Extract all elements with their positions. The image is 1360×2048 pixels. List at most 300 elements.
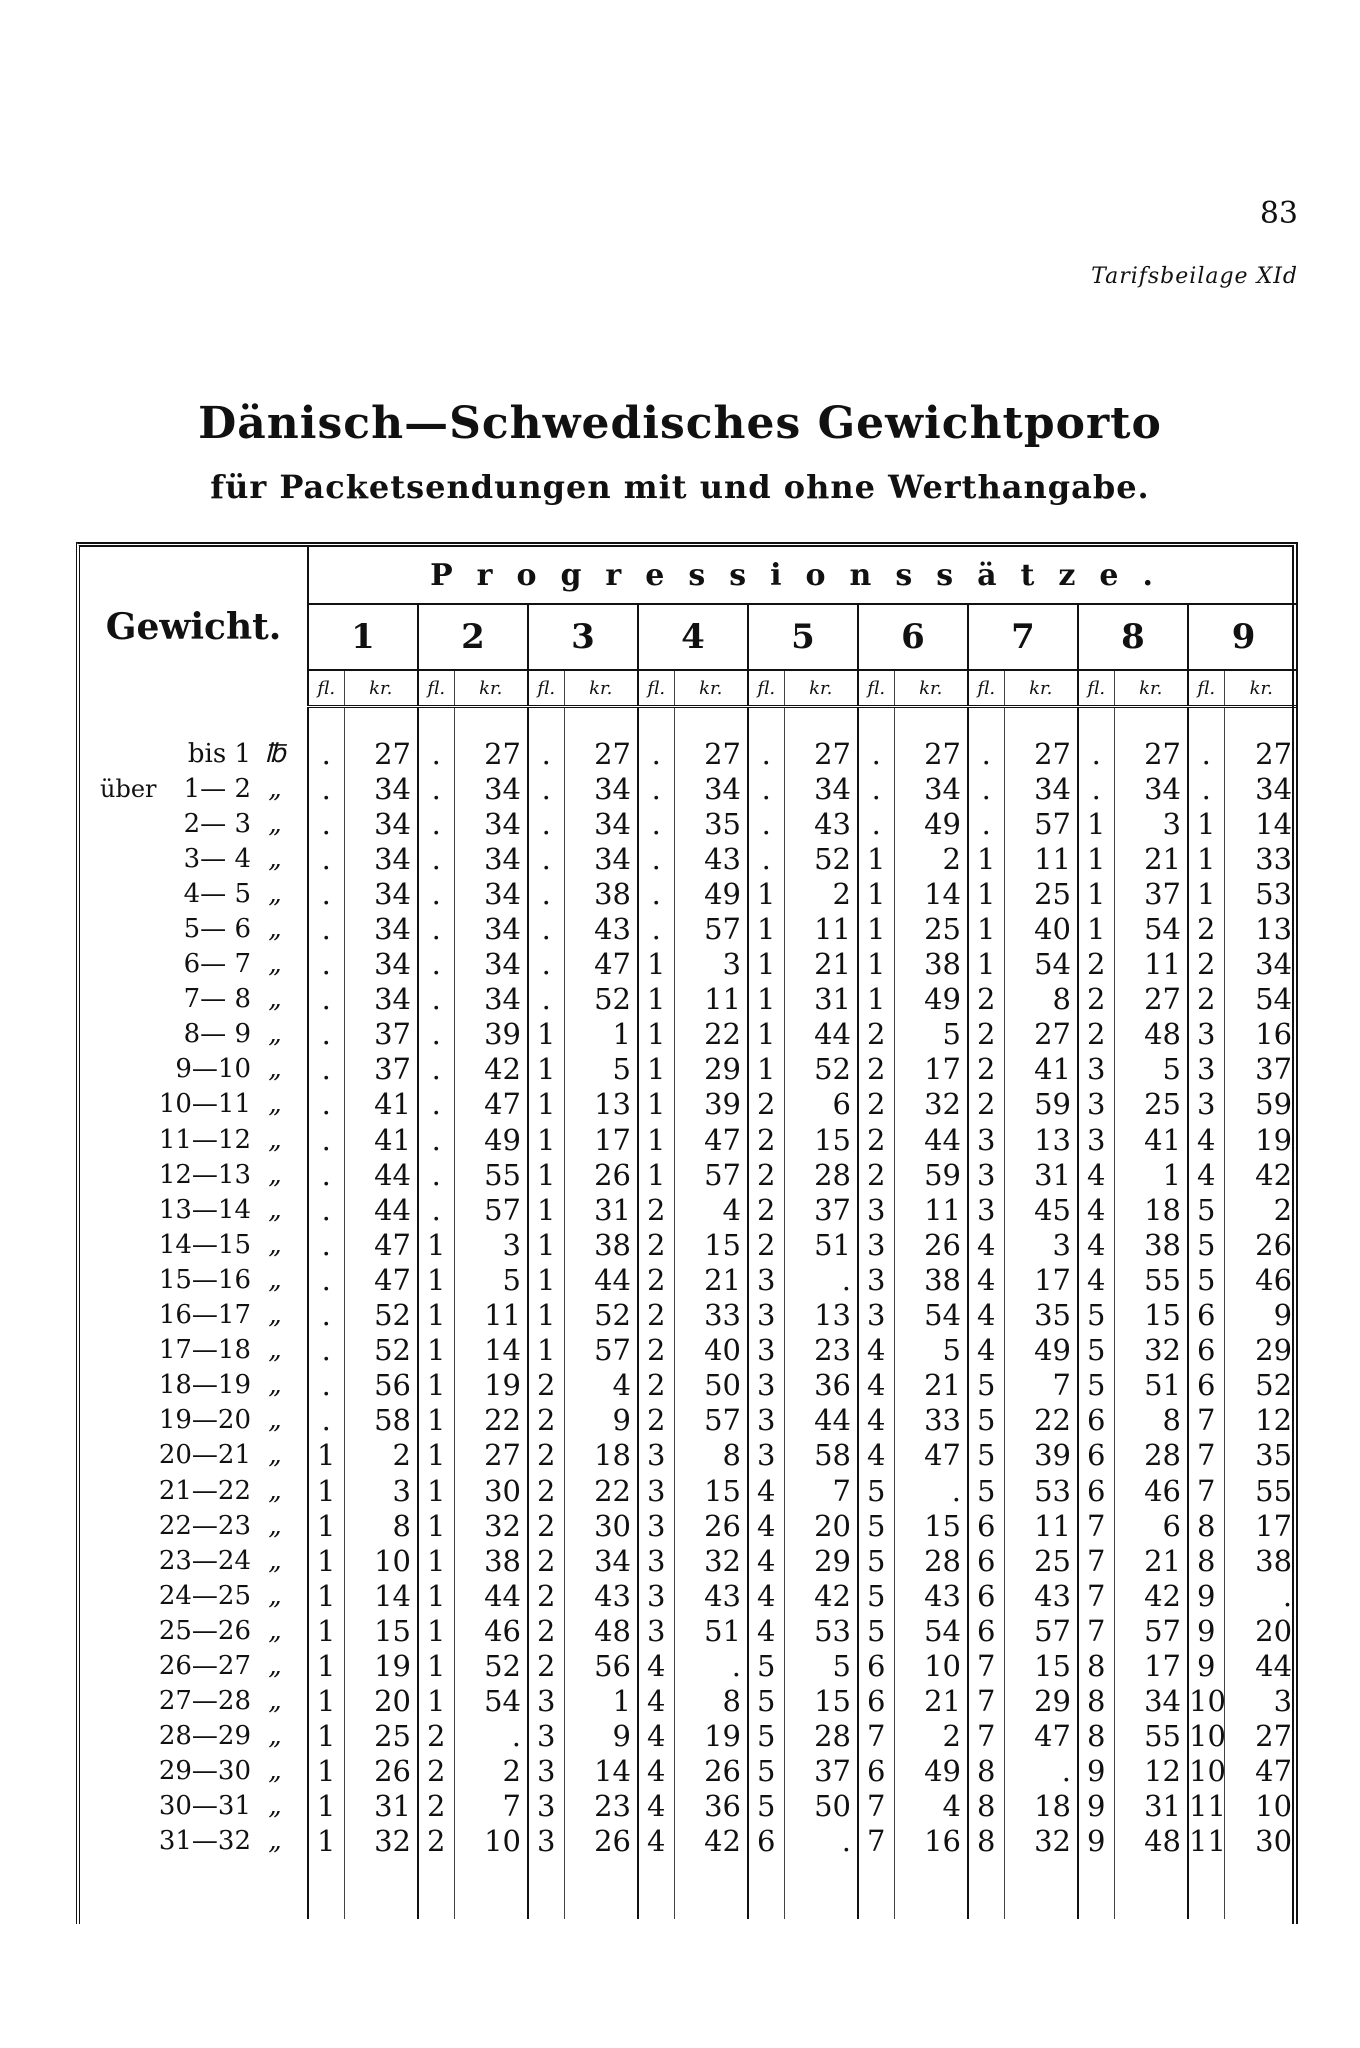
rate-fl-cell: 3: [748, 1438, 784, 1473]
rate-kr-cell: 27: [784, 736, 858, 771]
rate-fl-cell: 2: [858, 1087, 894, 1122]
rate-kr-cell: 25: [344, 1719, 418, 1754]
rate-fl-cell: 4: [638, 1648, 674, 1683]
rate-fl-cell: 3: [748, 1262, 784, 1297]
rate-kr-cell: 52: [784, 841, 858, 876]
rate-fl-cell: 2: [638, 1368, 674, 1403]
rate-kr-cell: 22: [1004, 1403, 1078, 1438]
rate-kr-cell: 34: [454, 806, 528, 841]
rate-kr-cell: 59: [1255, 1087, 1293, 1122]
rate-kr-cell: 27: [1255, 736, 1293, 771]
table-row: [80, 771, 1298, 806]
rate-kr-cell: 47: [1255, 1754, 1293, 1789]
rate-kr-cell: 6: [784, 1087, 858, 1122]
rate-fl-cell: 5: [748, 1789, 784, 1824]
rate-fl-cell: 4: [1078, 1157, 1114, 1192]
rate-kr-cell: 40: [1004, 911, 1078, 946]
rate-kr-cell: 34: [344, 841, 418, 876]
rate-kr-cell: 32: [1004, 1824, 1078, 1859]
rate-fl-cell: 3: [638, 1438, 674, 1473]
rate-fl-cell: 2: [528, 1473, 564, 1508]
rate-kr-cell: 7: [784, 1473, 858, 1508]
rate-kr-cell: 34: [454, 911, 528, 946]
rate-kr-cell: 10: [344, 1543, 418, 1578]
weight-unit: „: [268, 1826, 282, 1857]
rate-fl-cell: 2: [748, 1122, 784, 1157]
rate-kr-cell: 44: [784, 1017, 858, 1052]
rate-fl-cell: .: [308, 771, 344, 806]
rate-kr-cell: 34: [1255, 771, 1293, 806]
rate-fl-cell: 4: [858, 1333, 894, 1368]
rate-fl-cell: .: [308, 736, 344, 771]
rate-kr-cell: 37: [344, 1017, 418, 1052]
table-row: [80, 1754, 1298, 1789]
rate-kr-cell: 53: [1004, 1473, 1078, 1508]
weight-unit: „: [268, 1475, 282, 1506]
table-row: [80, 1543, 1298, 1578]
rate-kr-cell: 17: [1255, 1508, 1293, 1543]
rate-kr-cell: 42: [784, 1578, 858, 1613]
rate-fl-cell: 3: [1078, 1052, 1114, 1087]
rate-fl-cell: 6: [1078, 1473, 1114, 1508]
rate-fl-cell: .: [528, 982, 564, 1017]
rate-kr-cell: 33: [894, 1403, 968, 1438]
rate-fl-cell: 3: [748, 1298, 784, 1333]
rate-kr-cell: 51: [784, 1227, 858, 1262]
rate-kr-cell: 45: [1004, 1192, 1078, 1227]
rate-kr-cell: 48: [1114, 1017, 1188, 1052]
rate-kr-cell: 34: [344, 876, 418, 911]
rate-fl-cell: 3: [1188, 1087, 1224, 1122]
rate-fl-cell: 5: [968, 1368, 1004, 1403]
rate-fl-cell: 1: [748, 982, 784, 1017]
rate-fl-cell: .: [308, 876, 344, 911]
rate-fl-cell: 1: [638, 982, 674, 1017]
rate-kr-cell: 47: [344, 1262, 418, 1297]
rate-fl-cell: 7: [1078, 1578, 1114, 1613]
rate-kr-cell: 20: [1255, 1613, 1293, 1648]
rate-fl-cell: 6: [1078, 1403, 1114, 1438]
rate-kr-cell: 34: [1255, 947, 1293, 982]
rate-fl-cell: .: [1078, 736, 1114, 771]
rate-kr-cell: 52: [344, 1333, 418, 1368]
weight-unit: „: [268, 1370, 282, 1401]
rate-fl-cell: 2: [748, 1087, 784, 1122]
rate-fl-cell: .: [308, 1087, 344, 1122]
weight-range-cell: [80, 1157, 308, 1192]
weight-range: bis 1: [187, 738, 251, 769]
rate-fl-cell: 1: [418, 1543, 454, 1578]
rate-fl-cell: 7: [968, 1719, 1004, 1754]
weight-range-cell: [80, 771, 308, 806]
weight-range-cell: [80, 736, 308, 771]
weight-unit: „: [268, 878, 282, 909]
rate-fl-cell: 4: [748, 1508, 784, 1543]
rate-fl-cell: 2: [528, 1508, 564, 1543]
rate-fl-cell: 6: [1078, 1438, 1114, 1473]
rate-kr-cell: 1: [564, 1017, 638, 1052]
rate-fl-cell: .: [638, 841, 674, 876]
unit-kr-header: kr.: [674, 670, 748, 707]
rate-fl-cell: 7: [858, 1719, 894, 1754]
rate-fl-cell: 9: [1188, 1648, 1224, 1683]
weight-unit: „: [268, 1405, 282, 1436]
rate-kr-cell: .: [454, 1719, 528, 1754]
rate-fl-cell: 9: [1188, 1578, 1224, 1613]
weight-unit: „: [268, 1615, 282, 1646]
rate-kr-cell: 31: [1004, 1157, 1078, 1192]
rate-fl-cell: 7: [1188, 1473, 1224, 1508]
rate-fl-cell: 4: [638, 1824, 674, 1859]
rate-kr-cell: 47: [894, 1438, 968, 1473]
table-row: [80, 1368, 1298, 1403]
rate-kr-cell: 11: [1004, 1508, 1078, 1543]
rate-kr-cell: 37: [1114, 876, 1188, 911]
rate-kr-cell: 38: [1114, 1227, 1188, 1262]
weight-range: 7— 8: [183, 984, 251, 1015]
unit-fl-header: fl.: [1188, 670, 1224, 707]
rate-kr-cell: 39: [454, 1017, 528, 1052]
rate-fl-cell: 4: [1078, 1192, 1114, 1227]
rate-fl-cell: 3: [528, 1789, 564, 1824]
rate-kr-cell: 13: [564, 1087, 638, 1122]
rate-kr-cell: 39: [674, 1087, 748, 1122]
rate-fl-cell: 4: [748, 1578, 784, 1613]
rate-kr-cell: 56: [344, 1368, 418, 1403]
rate-kr-cell: 36: [784, 1368, 858, 1403]
rate-kr-cell: 46: [1114, 1473, 1188, 1508]
rate-kr-cell: 44: [784, 1403, 858, 1438]
rate-fl-cell: 1: [748, 911, 784, 946]
rate-kr-cell: 25: [1114, 1087, 1188, 1122]
rate-fl-cell: 6: [968, 1613, 1004, 1648]
rate-fl-cell: 1: [748, 947, 784, 982]
rate-fl-cell: 6: [1188, 1368, 1224, 1403]
rate-kr-cell: 48: [564, 1613, 638, 1648]
rate-fl-cell: 1: [968, 911, 1004, 946]
weight-range-cell: [80, 1262, 308, 1297]
rate-fl-cell: 2: [1078, 947, 1114, 982]
rate-kr-cell: 23: [784, 1333, 858, 1368]
weight-range: 22—23: [158, 1510, 251, 1541]
rate-fl-cell: .: [308, 1192, 344, 1227]
rate-kr-cell: 5: [564, 1052, 638, 1087]
rate-kr-cell: 57: [674, 1403, 748, 1438]
rate-fl-cell: 2: [528, 1613, 564, 1648]
rate-fl-cell: .: [968, 771, 1004, 806]
rate-kr-cell: 53: [784, 1613, 858, 1648]
rate-fl-cell: .: [528, 771, 564, 806]
rate-kr-cell: 18: [564, 1438, 638, 1473]
rate-fl-cell: 3: [968, 1157, 1004, 1192]
weight-range: 2— 3: [183, 808, 251, 839]
rate-fl-cell: 2: [1188, 982, 1224, 1017]
rate-kr-cell: 2: [894, 1719, 968, 1754]
table-row: [80, 1298, 1298, 1333]
unit-kr-header: kr.: [454, 670, 528, 707]
rate-kr-cell: 52: [1255, 1368, 1293, 1403]
rate-kr-cell: 20: [344, 1684, 418, 1719]
rate-fl-cell: .: [308, 1017, 344, 1052]
rate-fl-cell: .: [308, 1262, 344, 1297]
rate-fl-cell: 5: [858, 1508, 894, 1543]
rate-fl-cell: 3: [858, 1227, 894, 1262]
table-row: [80, 806, 1298, 841]
rate-fl-cell: 3: [748, 1403, 784, 1438]
rate-kr-cell: 27: [1255, 1719, 1293, 1754]
rate-fl-cell: 6: [1188, 1333, 1224, 1368]
rate-kr-cell: 4: [894, 1789, 968, 1824]
rate-fl-cell: 1: [308, 1719, 344, 1754]
rate-fl-cell: 5: [1078, 1368, 1114, 1403]
rate-kr-cell: 25: [1004, 876, 1078, 911]
weight-unit: „: [268, 843, 282, 874]
rate-fl-cell: 1: [418, 1648, 454, 1683]
rate-kr-cell: 34: [564, 806, 638, 841]
weight-unit: „: [268, 1124, 282, 1155]
rate-fl-cell: 1: [418, 1508, 454, 1543]
rate-fl-cell: 2: [638, 1333, 674, 1368]
rate-fl-cell: .: [1188, 771, 1224, 806]
rate-kr-cell: 34: [1004, 771, 1078, 806]
weight-range-cell: [80, 1403, 308, 1438]
rate-fl-cell: .: [418, 947, 454, 982]
rate-fl-cell: 3: [1188, 1052, 1224, 1087]
rate-kr-cell: 34: [344, 911, 418, 946]
rate-fl-cell: 1: [1188, 806, 1224, 841]
rate-kr-cell: 41: [1114, 1122, 1188, 1157]
rate-fl-cell: .: [528, 841, 564, 876]
rate-fl-cell: 3: [638, 1613, 674, 1648]
rate-fl-cell: 3: [528, 1719, 564, 1754]
rate-kr-cell: 42: [454, 1052, 528, 1087]
rate-column-header: 3: [528, 604, 638, 670]
rate-fl-cell: 1: [308, 1438, 344, 1473]
unit-fl-header: fl.: [858, 670, 894, 707]
weight-range: 11—12: [158, 1124, 251, 1155]
rate-kr-cell: 12: [1114, 1754, 1188, 1789]
rate-fl-cell: .: [858, 806, 894, 841]
weight-range: 16—17: [158, 1300, 251, 1331]
rate-kr-cell: 10: [454, 1824, 528, 1859]
rate-kr-cell: 31: [1114, 1789, 1188, 1824]
weight-range: 23—24: [158, 1545, 251, 1576]
rate-kr-cell: 32: [454, 1508, 528, 1543]
rate-fl-cell: 11: [1189, 1824, 1226, 1859]
rate-fl-cell: 7: [968, 1684, 1004, 1719]
rate-fl-cell: 1: [748, 876, 784, 911]
rate-fl-cell: 1: [638, 1087, 674, 1122]
rate-fl-cell: .: [308, 1227, 344, 1262]
rate-kr-cell: 17: [1114, 1648, 1188, 1683]
rate-kr-cell: 32: [894, 1087, 968, 1122]
weight-range: 31—32: [158, 1826, 251, 1857]
rate-fl-cell: 6: [748, 1824, 784, 1859]
tariff-grid: [80, 547, 1298, 1919]
rate-fl-cell: 3: [1078, 1087, 1114, 1122]
rate-fl-cell: 9: [1188, 1613, 1224, 1648]
rate-fl-cell: 8: [968, 1789, 1004, 1824]
rate-fl-cell: 4: [1078, 1262, 1114, 1297]
rate-kr-cell: .: [674, 1648, 748, 1683]
table-row: [80, 1087, 1298, 1122]
rate-fl-cell: 1: [308, 1543, 344, 1578]
rate-fl-cell: 8: [1188, 1508, 1224, 1543]
rate-kr-cell: 11: [894, 1192, 968, 1227]
rate-fl-cell: 3: [638, 1543, 674, 1578]
rate-kr-cell: 52: [784, 1052, 858, 1087]
rate-fl-cell: 1: [418, 1613, 454, 1648]
rate-kr-cell: 22: [564, 1473, 638, 1508]
rate-fl-cell: 2: [418, 1824, 454, 1859]
rate-kr-cell: 11: [454, 1298, 528, 1333]
weight-range: 1— 2: [183, 773, 251, 804]
weight-range: 3— 4: [183, 843, 251, 874]
rate-kr-cell: 56: [564, 1648, 638, 1683]
rate-kr-cell: 17: [1004, 1262, 1078, 1297]
rate-fl-cell: 1: [418, 1403, 454, 1438]
rate-kr-cell: 33: [674, 1298, 748, 1333]
rate-kr-cell: 9: [564, 1403, 638, 1438]
rate-kr-cell: 2: [454, 1754, 528, 1789]
rate-kr-cell: 46: [1255, 1262, 1293, 1297]
rate-fl-cell: .: [418, 841, 454, 876]
rate-kr-cell: 55: [1114, 1719, 1188, 1754]
rate-fl-cell: 3: [528, 1754, 564, 1789]
rate-kr-cell: 35: [1004, 1298, 1078, 1333]
rate-kr-cell: 57: [564, 1333, 638, 1368]
rate-fl-cell: 3: [858, 1262, 894, 1297]
rate-fl-cell: .: [418, 911, 454, 946]
weight-unit: „: [268, 1229, 282, 1260]
rate-kr-cell: 19: [674, 1719, 748, 1754]
rate-kr-cell: 2: [894, 841, 968, 876]
weight-unit: „: [268, 1440, 282, 1471]
rate-kr-cell: 33: [1255, 841, 1293, 876]
weight-range-cell: [80, 1613, 308, 1648]
table-row: [80, 1052, 1298, 1087]
rate-kr-cell: 21: [894, 1368, 968, 1403]
weight-range: 21—22: [158, 1475, 251, 1506]
rate-fl-cell: .: [308, 1157, 344, 1192]
rate-kr-cell: 28: [784, 1719, 858, 1754]
rate-fl-cell: 4: [1078, 1227, 1114, 1262]
rate-kr-cell: 31: [564, 1192, 638, 1227]
rate-fl-cell: .: [748, 841, 784, 876]
rate-fl-cell: .: [528, 806, 564, 841]
weight-range: 14—15: [158, 1229, 251, 1260]
rate-fl-cell: 1: [748, 1052, 784, 1087]
unit-fl-header: fl.: [528, 670, 564, 707]
rate-kr-cell: 26: [674, 1754, 748, 1789]
rate-kr-cell: 19: [454, 1368, 528, 1403]
rate-kr-cell: 8: [344, 1508, 418, 1543]
rate-fl-cell: 4: [1188, 1157, 1224, 1192]
rate-fl-cell: 4: [968, 1262, 1004, 1297]
rate-kr-cell: 58: [784, 1438, 858, 1473]
weight-unit: „: [268, 1545, 282, 1576]
weight-unit: „: [268, 1580, 282, 1611]
rate-kr-cell: 34: [1114, 1684, 1188, 1719]
rate-fl-cell: .: [528, 947, 564, 982]
rate-fl-cell: 2: [858, 1157, 894, 1192]
table-row: [80, 876, 1298, 911]
rate-kr-cell: 44: [564, 1262, 638, 1297]
rate-kr-cell: 53: [1255, 876, 1293, 911]
rate-kr-cell: 3: [1004, 1227, 1078, 1262]
rate-fl-cell: 5: [748, 1684, 784, 1719]
weight-range: 10—11: [158, 1089, 251, 1120]
unit-kr-header: kr.: [784, 670, 858, 707]
rate-fl-cell: 4: [858, 1438, 894, 1473]
rate-kr-cell: 27: [1004, 1017, 1078, 1052]
unit-fl-header: fl.: [418, 670, 454, 707]
tarif-label: Tarifsbeilage XId: [1091, 264, 1298, 289]
rate-kr-cell: 34: [454, 876, 528, 911]
rate-fl-cell: 7: [968, 1648, 1004, 1683]
rate-kr-cell: 21: [894, 1684, 968, 1719]
rate-fl-cell: 1: [308, 1473, 344, 1508]
rate-fl-cell: .: [308, 1333, 344, 1368]
rate-kr-cell: 21: [1114, 841, 1188, 876]
rate-kr-cell: 27: [1004, 736, 1078, 771]
weight-range-cell: [80, 1298, 308, 1333]
rate-fl-cell: .: [418, 806, 454, 841]
weight-range: 27—28: [158, 1686, 251, 1717]
rate-kr-cell: 15: [1004, 1648, 1078, 1683]
rate-kr-cell: 15: [784, 1684, 858, 1719]
unit-kr-header: kr.: [1114, 670, 1188, 707]
rate-fl-cell: 8: [1078, 1684, 1114, 1719]
rate-kr-cell: 18: [1114, 1192, 1188, 1227]
rate-fl-cell: 7: [1078, 1543, 1114, 1578]
rate-kr-cell: 5: [784, 1648, 858, 1683]
rate-kr-cell: 19: [344, 1648, 418, 1683]
rate-kr-cell: 21: [1114, 1543, 1188, 1578]
rate-fl-cell: .: [308, 982, 344, 1017]
rate-fl-cell: 1: [308, 1508, 344, 1543]
weight-range-cell: [80, 1684, 308, 1719]
rate-kr-cell: 27: [454, 736, 528, 771]
weight-range-cell: [80, 1087, 308, 1122]
rate-fl-cell: 2: [528, 1403, 564, 1438]
rate-fl-cell: 1: [1078, 806, 1114, 841]
rate-fl-cell: .: [418, 1192, 454, 1227]
rate-kr-cell: 34: [564, 771, 638, 806]
weight-unit: ℔: [264, 738, 286, 769]
table-row: [80, 1122, 1298, 1157]
rate-kr-cell: 42: [1255, 1157, 1293, 1192]
rate-kr-cell: 54: [894, 1298, 968, 1333]
rate-kr-cell: 43: [894, 1578, 968, 1613]
rate-fl-cell: 3: [638, 1473, 674, 1508]
rate-fl-cell: 1: [1188, 841, 1224, 876]
rate-kr-cell: 28: [894, 1543, 968, 1578]
rate-fl-cell: 6: [858, 1684, 894, 1719]
rate-fl-cell: 5: [1188, 1227, 1224, 1262]
rate-fl-cell: 6: [968, 1578, 1004, 1613]
rate-kr-cell: 38: [894, 947, 968, 982]
rate-fl-cell: .: [308, 911, 344, 946]
weight-prefix: über: [100, 774, 157, 803]
rate-kr-cell: 22: [674, 1017, 748, 1052]
rate-fl-cell: 1: [308, 1754, 344, 1789]
rate-column-header: 4: [638, 604, 748, 670]
rate-kr-cell: 31: [344, 1789, 418, 1824]
weight-range-cell: [80, 1578, 308, 1613]
unit-fl-header: fl.: [308, 670, 344, 707]
rate-kr-cell: 49: [1004, 1333, 1078, 1368]
